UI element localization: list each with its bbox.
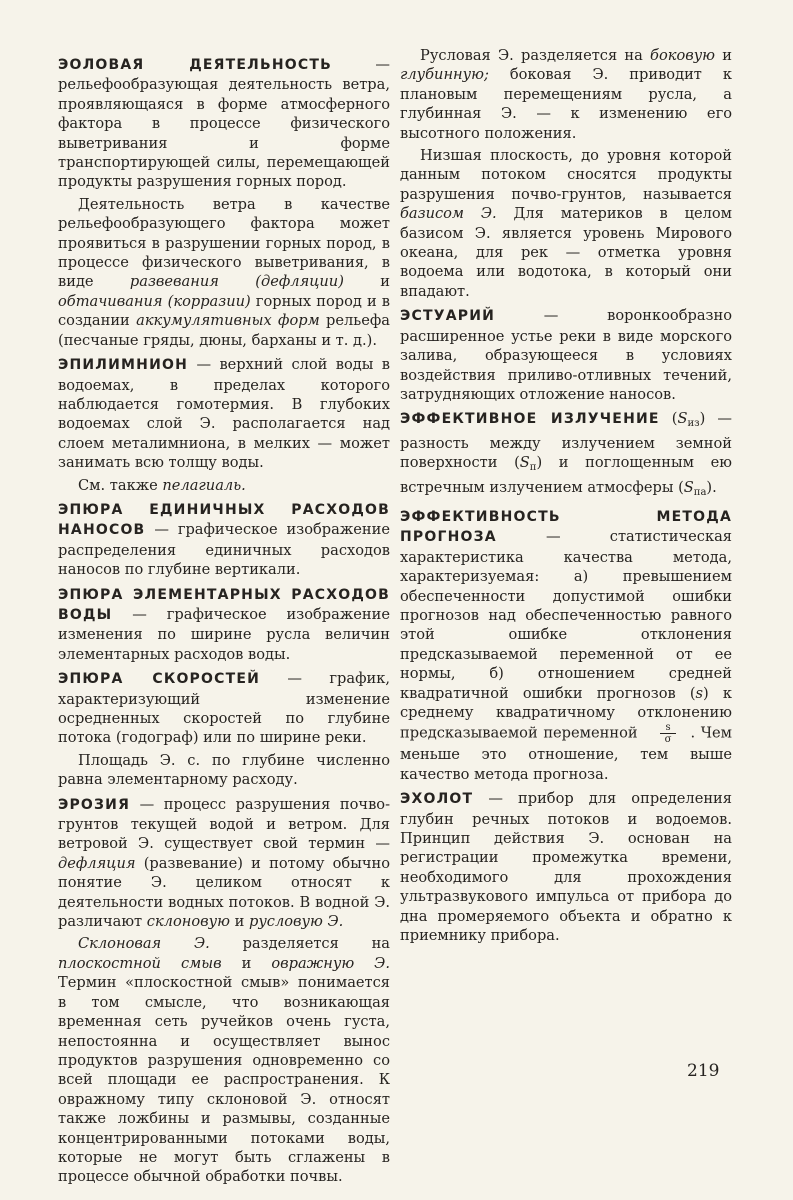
fraction-numerator: s [660,722,677,734]
headword: ЭФФЕКТИВНОСТЬ МЕТОДА ПРОГНОЗА [400,508,732,546]
text: боковая Э. приводит к плановым перемещениям русла, а глубинная Э. — к изменению его высотного положения. [400,66,732,142]
italic-term: глубинную; [400,66,489,84]
text: и [221,954,272,972]
italic-term: базисом Э. [400,205,497,223]
headword: ЭОЛОВАЯ ДЕЯТЕЛЬНОСТЬ [58,57,332,73]
italic-term: овражную Э. [271,954,390,972]
text: рельефа (песчаные гряды, дюны, барханы и т. д.). [58,312,390,349]
headword: ЭПЮРА СКОРОСТЕЙ [58,671,261,688]
text: . Чем меньше это отношение, тем выше качество метода прогноза. [400,724,732,783]
definition: — график, характеризующий изменение осредненных скоростей по глубине потока (годограф) или по ширине реки. [58,670,390,747]
entry-epyura-skorostey [58,669,390,748]
definition: — графическое изображение изменения по ширине русла величин элементарных расходов воды. [58,605,390,663]
italic-term: русловую Э. [248,913,344,931]
entry-epyura-nanosov [58,500,390,580]
text: Низшая плоскость, до уровня которой данным потоком сносятся продукты разрушения почво-грунтов, называется [400,147,732,203]
headword: ЭПИЛИМНИОН [58,357,189,374]
symbol: S [677,410,688,428]
paragraph: Площадь Э. с. по глубине численно равна элементарному расходу. [58,751,390,789]
paragraph [400,46,732,143]
definition: — прибор для определения глубин речных потоков и водоемов. Принцип действия Э. основан на регистрации промежутка времени, необходимого для прохождения ультразвукового импульса от прибора до дна промеряемого объекта и обратно к приемнику прибора. [400,790,732,945]
text: См. также [78,476,163,494]
headword: ЭПЮРА ЭЛЕМЕНТАРНЫХ РАСХОДОВ ВОДЫ [58,586,390,623]
right-column [400,46,732,948]
text: — статистическая характеристика качества метода, характеризуемая: а) превышением обеспеченности допустимой ошибки прогнозов над обеспеченностью равного этой ошибке отклонения предсказываемой переменной от ее нормы, б) отношением средней квадратичной ошибки прогнозов ( [400,528,732,702]
subscript: из [687,418,700,430]
text: Для материков в целом базисом Э. является уровень Мирового океана, для рек — отметка уровня водоема или водотока, в который они впадают. [400,205,732,300]
text: — процесс разрушения почво-грунтов текущей водой и ветром. Для ветровой Э. существует свой термин — [58,795,391,853]
text: и [229,913,249,931]
text: горных пород и в создании [58,292,390,330]
italic-term: дефляция [58,854,136,872]
definition: — верхний слой воды в водоемах, в пределах которого наблюдается гомотермия. В глубоких водоемах слой Э. располагается над слоем металимниона, в мелких — может занимать всю толщу воды. [58,356,391,472]
text: ) и поглощенным ею встречным излучением атмосферы ( [400,454,732,496]
left-column [58,50,390,1190]
headword: ЭХОЛОТ [400,791,474,808]
italic-term: Склоновая Э. [78,935,210,953]
subscript: п [529,462,537,474]
headword: ЭРОЗИЯ [58,796,131,813]
text: разделяется на [209,935,390,953]
text: Русловая Э. разделяется на [420,47,651,64]
symbol: s [695,684,704,702]
entry-estuariy [400,306,732,404]
paragraph [58,195,390,350]
text: и [715,47,732,64]
italic-term: обтачивания (корразии) [58,292,251,310]
entry-eolovaya-deyatelnost [58,55,390,192]
entry-effektivnost-metoda-prognoza [400,507,732,784]
headword: ЭФФЕКТИВНОЕ ИЗЛУЧЕНИЕ [400,411,660,428]
headword: ЭПЮРА ЕДИНИЧНЫХ РАСХОДОВ НАНОСОВ [58,501,390,539]
italic-term: плоскостной смыв [58,954,222,972]
text: и [343,273,390,291]
fraction-s-over-sigma [660,722,677,745]
italic-term: аккумулятивных форм [136,312,320,330]
text: ) — разность между излучением земной поверхности ( [400,410,732,472]
page-number: 219 [687,1061,720,1081]
text: ) к среднему квадратичному отклонению предсказываемой переменной [400,684,732,742]
entry-epyura-vody [58,585,390,665]
entry-eroziya [58,795,390,932]
italic-term: боковую [650,47,716,64]
text: Деятельность ветра в качестве рельефообразующего фактора может проявиться в разрушении горных пород, в процессе физического выветривания, в виде [58,195,390,291]
see-also [58,476,390,495]
text: (развевание) и потому обычно понятие Э. целиком относят к деятельности водных потоков. В водной Э. различают [58,854,390,931]
definition: — графическое изображение распределения единичных расходов наносов по глубине вертикали. [58,521,391,579]
paragraph [400,146,732,301]
entry-exolot [400,789,732,945]
symbol: S [519,454,530,472]
subscript: па [693,486,707,498]
italic-term: развевания (дефляции) [129,273,344,291]
text: Термин «плоскостной смыв» понимается в том смысле, что возникающая временная сеть ручейков очень густа, непостоянна и осуществляет вынос продуктов разрушения одновременно со всей площади ее распространения. К овражному типу склоновой Э. относят также ложбины и размывы, созданные концентрированными потоками воды, которые не могут быть сглажены в процессе обычной обработки почвы. [58,974,390,1186]
headword: ЭСТУАРИЙ [400,308,496,325]
definition: — воронкообразно расширенное устье реки в виде морского залива, образующееся в условиях воздействия приливо-отливных течений, затрудняющих отложение наносов. [400,307,732,403]
entry-effektivnoe-izluchenie: ЭФФЕКТИВНОЕ ИЗЛУЧЕНИЕ $(S_{из})$ — разность между излучением земной поверхности $(S_п)$ и поглощенным ею встречным излучением атмосферы $(S_{па})$. [400,410,732,498]
definition: — рельефообразующая деятельность ветра, проявляющаяся в форме атмосферного фактора в процессе физического выветривания и форме транспортирующей силы, перемещающей продукты разрушения горных пород. [58,56,390,191]
text: ). [706,478,717,496]
fraction-denominator: σ [664,734,672,746]
symbol: S [683,478,694,496]
italic-term: склоновую [146,913,230,931]
entry-epilimnion [58,355,390,472]
italic-term: пелагиаль. [162,476,246,494]
paragraph [58,934,390,1186]
